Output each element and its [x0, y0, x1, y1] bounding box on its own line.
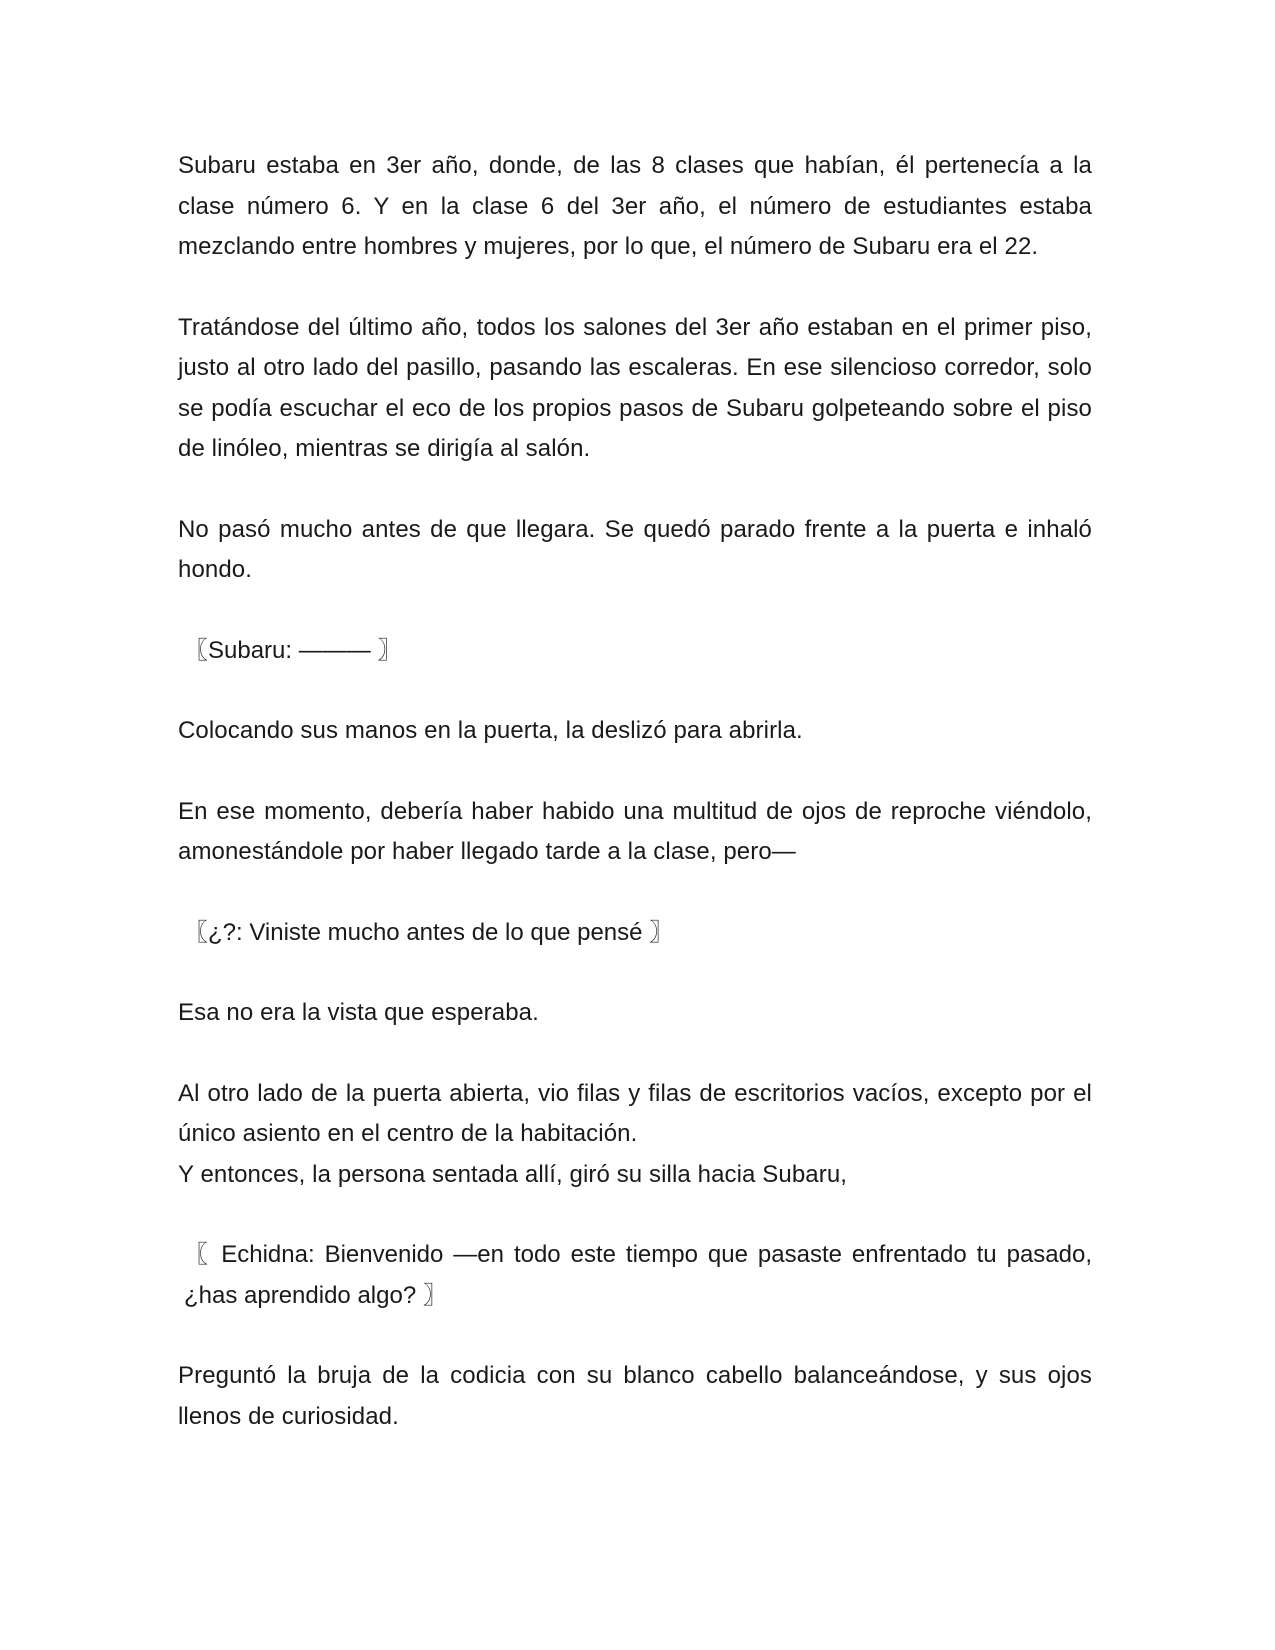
paragraph-expectation: En ese momento, debería haber habido una multitud de ojos de reproche viéndolo, amonestándole por haber llegado tarde a la clase, pero—	[178, 797, 1092, 865]
dialogue-subaru: 〖Subaru: ——— 〗	[184, 636, 402, 664]
dialogue-echidna: 〖 Echidna: Bienvenido —en todo este tiempo que pasaste enfrentado tu pasado, ¿has aprendido algo? 〗	[184, 1241, 1092, 1309]
paragraph-empty-desks: Al otro lado de la puerta abierta, vio filas y filas de escritorios vacíos, excepto por el único asiento en el centro de la habitación.	[178, 1079, 1092, 1147]
paragraph-classroom-number: Subaru estaba en 3er año, donde, de las 8 clases que habían, él pertenecía a la clase número 6. Y en la clase 6 del 3er año, el número de estudiantes estaba mezclando entre hombres y mujeres, por lo que, el número de Subaru era el 22.	[178, 152, 1092, 260]
paragraph-unexpected-view: Esa no era la vista que esperaba.	[178, 999, 539, 1026]
paragraph-open-door: Colocando sus manos en la puerta, la deslizó para abrirla.	[178, 717, 803, 744]
document-body	[178, 146, 1092, 1477]
dialogue-unknown: 〖¿?: Viniste mucho antes de lo que pensé 〗	[184, 918, 674, 946]
paragraph-witch-question: Preguntó la bruja de la codicia con su blanco cabello balanceándose, y sus ojos llenos de curiosidad.	[178, 1362, 1092, 1430]
paragraph-arrival: No pasó mucho antes de que llegara. Se quedó parado frente a la puerta e inhaló hondo.	[178, 515, 1092, 583]
paragraph-hallway: Tratándose del último año, todos los salones del 3er año estaban en el primer piso, justo al otro lado del pasillo, pasando las escaleras. En ese silencioso corredor, solo se podía escuchar el eco de los propios pasos de Subaru golpeteando sobre el piso de linóleo, mientras se dirigía al salón.	[178, 313, 1092, 462]
paragraph-turning-chair: Y entonces, la persona sentada allí, giró su silla hacia Subaru,	[178, 1160, 848, 1188]
